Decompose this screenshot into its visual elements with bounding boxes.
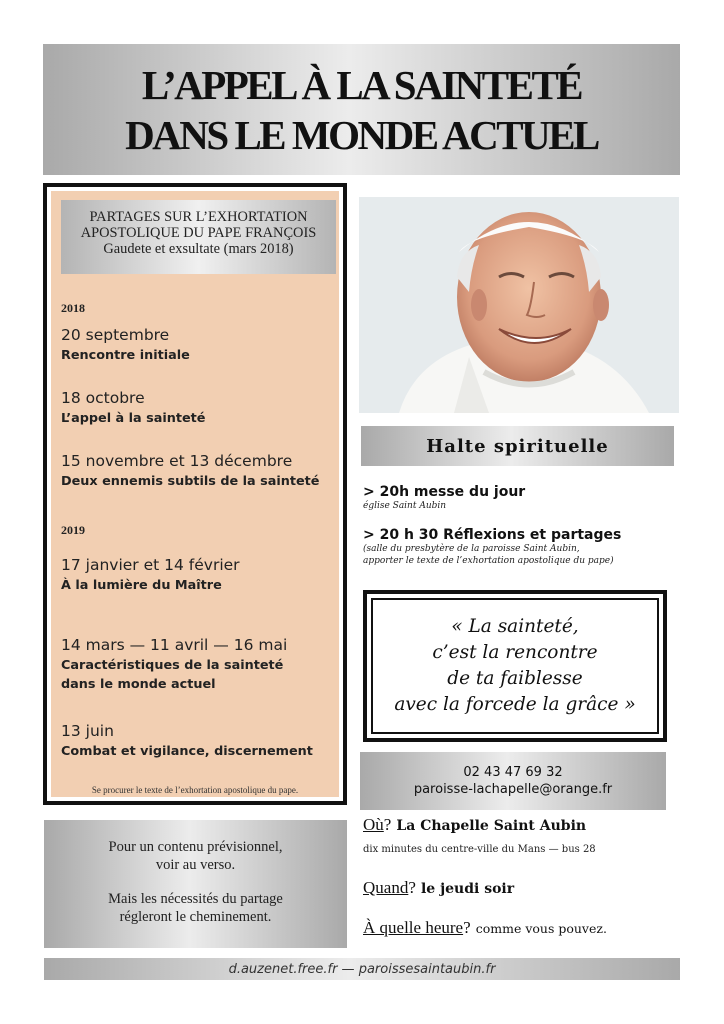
event-date: 15 novembre et 13 décembre: [61, 452, 293, 470]
halte-spirituelle-banner: Halte spirituelle: [361, 426, 674, 466]
time-answer: comme vous pouvez.: [475, 921, 607, 936]
event-item: [61, 325, 341, 365]
when-answer: le jeudi soir: [420, 881, 515, 897]
event-date: 17 janvier et 14 février: [61, 556, 240, 574]
note-line-3: Mais les nécessités du partage: [108, 891, 283, 907]
where-answer: La Chapelle Saint Aubin: [396, 818, 587, 834]
event-title: Deux ennemis subtils de la sainteté: [61, 474, 320, 489]
where-detail: dix minutes du centre-ville du Mans — bus 28: [363, 844, 596, 855]
quote-inner: [371, 598, 659, 734]
quote-line-2: c’est la rencontre: [432, 642, 598, 663]
schedule-item-2-sub-1: (salle du presbytère de la paroisse Saint Aubin,: [363, 544, 580, 554]
when-question: Quand: [363, 878, 409, 897]
event-date: 13 juin: [61, 722, 114, 740]
quote-line-1: « La sainteté,: [451, 616, 579, 637]
year-2018: 2018: [61, 301, 85, 315]
program-header-line-3: Gaudete et exsultate (mars 2018): [103, 241, 294, 257]
program-header: [61, 200, 336, 274]
event-title: Rencontre initiale: [61, 348, 190, 363]
schedule-item-2: [363, 527, 621, 567]
event-item: [61, 635, 341, 694]
event-title-continued: dans le monde actuel: [61, 677, 216, 692]
title-line-2: DANS LE MONDE ACTUEL: [125, 111, 598, 158]
contact-phone: 02 43 47 69 32: [463, 765, 563, 780]
event-date: 18 octobre: [61, 389, 145, 407]
program-header-line-1: PARTAGES SUR L’EXHORTATION: [89, 209, 308, 225]
note-line-1: Pour un contenu prévisionnel,: [108, 839, 283, 855]
contact-email: paroisse-lachapelle@orange.fr: [413, 782, 613, 797]
where-question: Où: [363, 815, 384, 834]
quote-box: [363, 590, 667, 742]
event-title: L’appel à la sainteté: [61, 411, 206, 426]
info-when: Quand? le jeudi soir: [363, 878, 515, 897]
pope-portrait-image: [359, 197, 679, 413]
contact-box: [360, 752, 666, 810]
program-header-line-2: APOSTOLIQUE DU PAPE FRANÇOIS: [80, 225, 317, 241]
schedule-item-1-sub: église Saint Aubin: [363, 501, 447, 511]
info-time: À quelle heure? comme vous pouvez.: [363, 918, 607, 937]
program-inner: [51, 191, 339, 797]
event-title: Combat et vigilance, discernement: [61, 744, 313, 759]
schedule-item-2-sub-2: apporter le texte de l’exhortation apostolique du pape): [363, 556, 614, 566]
note-line-4: régleront le cheminement.: [119, 909, 272, 925]
event-item: [61, 721, 341, 761]
event-item: [61, 555, 341, 595]
year-2019: 2019: [61, 523, 85, 537]
note-line-2: voir au verso.: [155, 857, 236, 873]
quote-line-3: de ta faiblesse: [447, 668, 583, 689]
program-footnote: Se procurer le texte de l’exhortation apostolique du pape.: [91, 785, 299, 795]
program-box: [43, 183, 347, 805]
quote-line-4: avec la forcede la grâce »: [394, 694, 636, 715]
schedule-item-1-main: > 20h messe du jour: [363, 484, 526, 500]
event-date: 14 mars — 11 avril — 16 mai: [61, 636, 288, 654]
event-item: [61, 388, 341, 428]
time-question: À quelle heure: [363, 918, 464, 937]
footer-links: d.auzenet.free.fr — paroissesaintaubin.fr: [44, 958, 680, 980]
event-title: À la lumière du Maître: [61, 578, 222, 593]
event-item: [61, 451, 341, 491]
schedule-item-2-main: > 20 h 30 Réflexions et partages: [363, 527, 622, 543]
event-date: 20 septembre: [61, 326, 170, 344]
event-title: Caractéristiques de la sainteté: [61, 658, 284, 673]
title-line-1: L’APPEL À LA SAINTETÉ: [141, 61, 582, 108]
title-banner: [43, 44, 680, 175]
portrait-illustration: [359, 197, 679, 413]
note-box: [44, 820, 347, 948]
info-where: Où? La Chapelle Saint Aubin: [363, 815, 587, 834]
schedule-item-1: [363, 484, 525, 512]
